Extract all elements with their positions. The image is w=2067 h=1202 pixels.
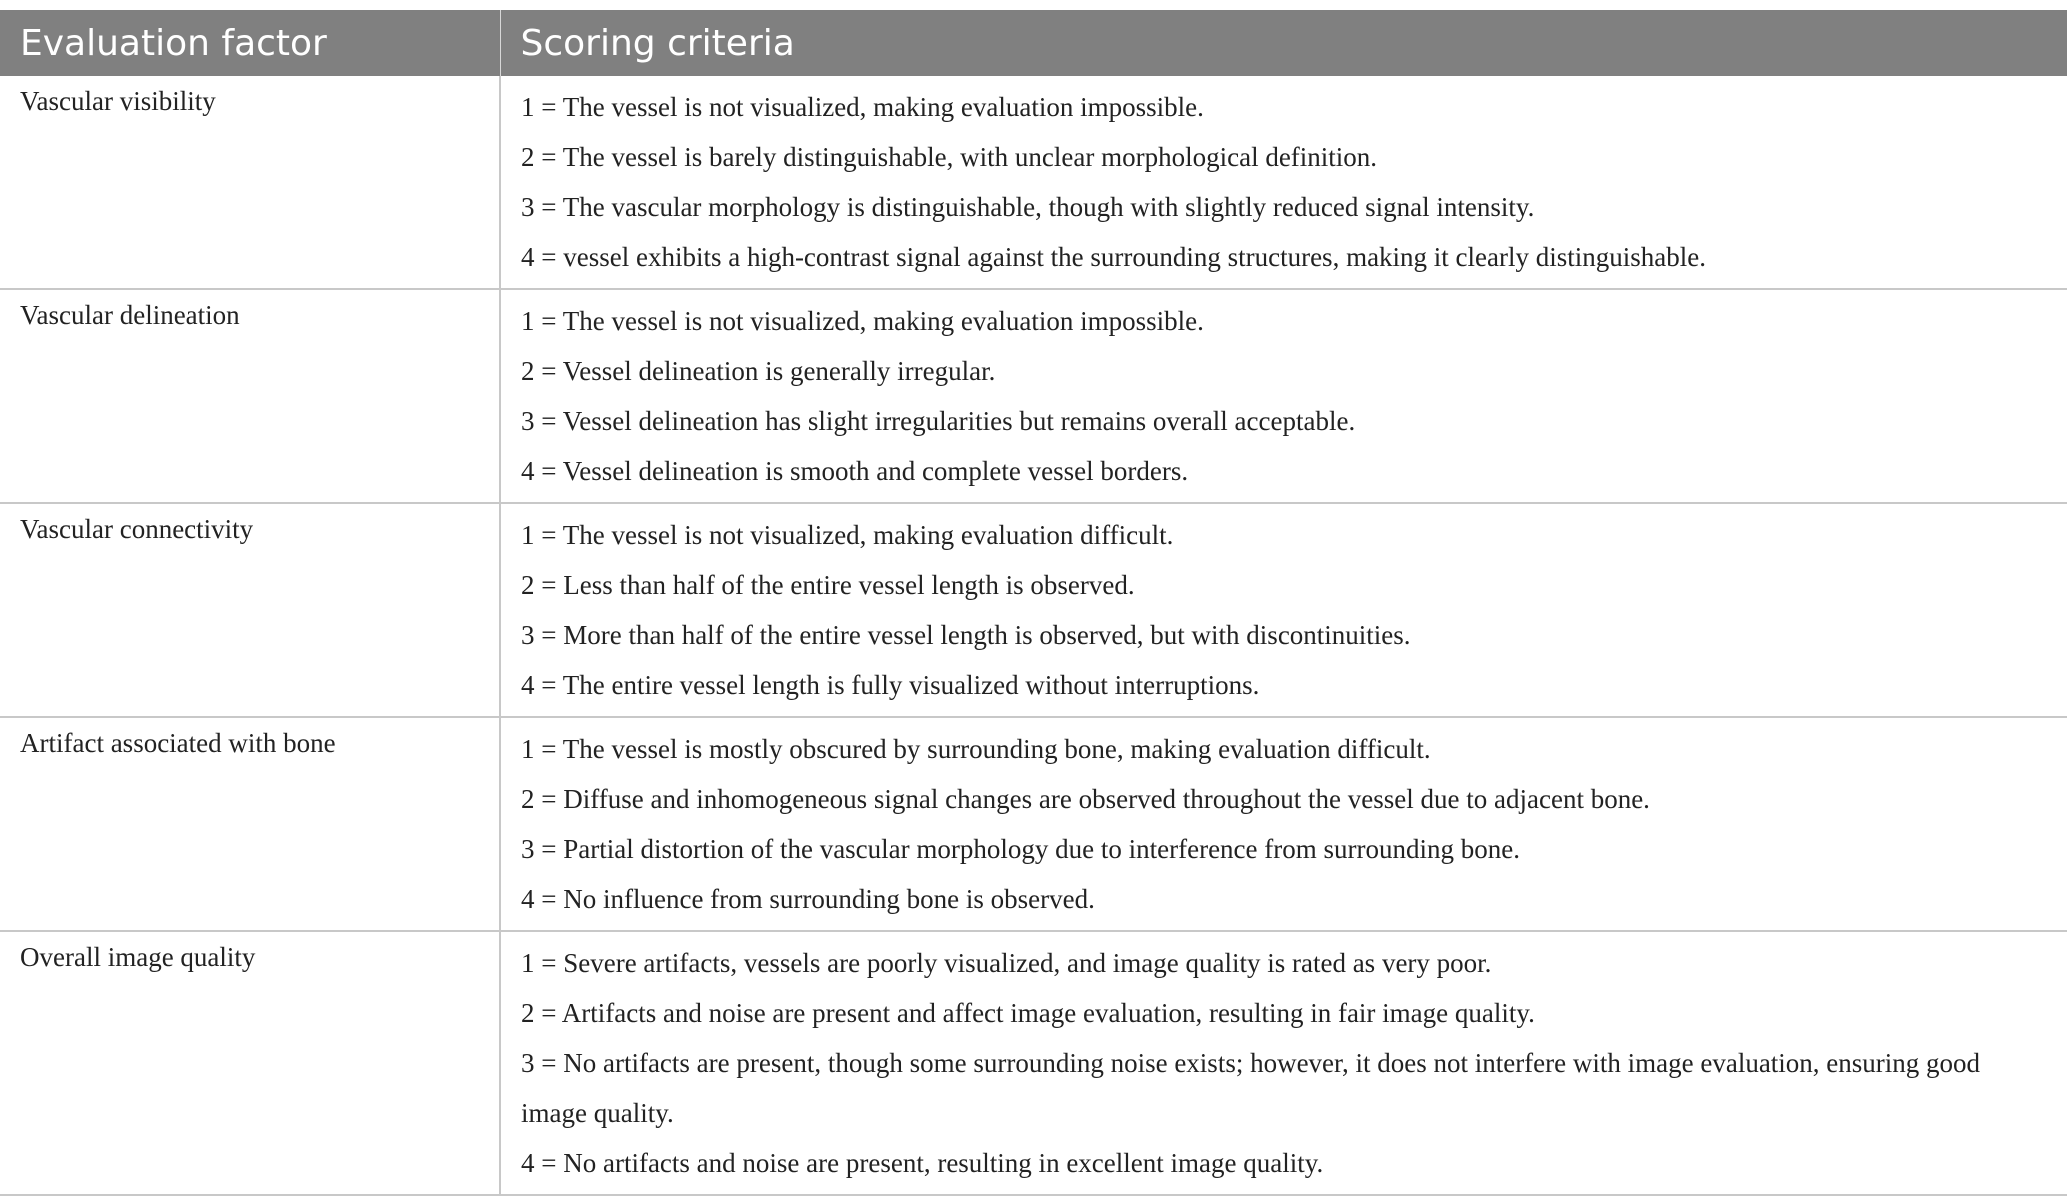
criterion-line: 1 = Severe artifacts, vessels are poorly visualized, and image quality is rated as very poor. [521,948,1492,978]
row-factor-vascular-delineation: Vascular delineation [0,289,500,503]
table-row [0,76,2067,289]
table-row [0,289,2067,503]
criterion-line: 1 = The vessel is not visualized, making evaluation impossible. [521,306,1204,336]
scoring-table-container [0,10,2067,1196]
criterion-line: 3 = No artifacts are present, though some surrounding noise exists; however, it does not interfere with image evaluation, ensuring good image quality. [521,1048,1981,1128]
row-factor-overall-image-quality: Overall image quality [0,931,500,1195]
row-criteria-cell [500,931,2067,1195]
criterion-line: 3 = Partial distortion of the vascular morphology due to interference from surrounding bone. [521,834,1520,864]
header-scoring-criteria: Scoring criteria [500,10,2067,76]
criterion-line: 2 = Artifacts and noise are present and affect image evaluation, resulting in fair image quality. [521,998,1535,1028]
row-criteria-cell [500,503,2067,717]
row-criteria-cell [500,289,2067,503]
criterion-line: 2 = Less than half of the entire vessel length is observed. [521,570,1135,600]
header-evaluation-factor: Evaluation factor [0,10,500,76]
criterion-line: 3 = The vascular morphology is distinguishable, though with slightly reduced signal intensity. [521,192,1535,222]
criterion-line: 3 = More than half of the entire vessel length is observed, but with discontinuities. [521,620,1411,650]
row-criteria-cell [500,76,2067,289]
scoring-table [0,10,2067,1196]
row-criteria-cell [500,717,2067,931]
criterion-line: 2 = The vessel is barely distinguishable, with unclear morphological definition. [521,142,1378,172]
row-factor-vascular-visibility: Vascular visibility [0,76,500,289]
criterion-line: 4 = The entire vessel length is fully visualized without interruptions. [521,670,1260,700]
criterion-line: 4 = vessel exhibits a high-contrast signal against the surrounding structures, making it clearly distinguishable. [521,242,1706,272]
criterion-line: 4 = Vessel delineation is smooth and complete vessel borders. [521,456,1189,486]
table-body [0,76,2067,1195]
table-row [0,717,2067,931]
table-row [0,931,2067,1195]
row-factor-artifact-bone: Artifact associated with bone [0,717,500,931]
criterion-line: 1 = The vessel is not visualized, making evaluation impossible. [521,92,1204,122]
table-header [0,10,2067,76]
criterion-line: 2 = Diffuse and inhomogeneous signal changes are observed throughout the vessel due to adjacent bone. [521,784,1650,814]
criterion-line: 4 = No artifacts and noise are present, resulting in excellent image quality. [521,1148,1324,1178]
table-row [0,503,2067,717]
criterion-line: 1 = The vessel is mostly obscured by surrounding bone, making evaluation difficult. [521,734,1431,764]
header-row [0,10,2067,76]
row-factor-vascular-connectivity: Vascular connectivity [0,503,500,717]
criterion-line: 4 = No influence from surrounding bone is observed. [521,884,1095,914]
criterion-line: 2 = Vessel delineation is generally irregular. [521,356,996,386]
criterion-line: 3 = Vessel delineation has slight irregularities but remains overall acceptable. [521,406,1356,436]
criterion-line: 1 = The vessel is not visualized, making evaluation difficult. [521,520,1174,550]
